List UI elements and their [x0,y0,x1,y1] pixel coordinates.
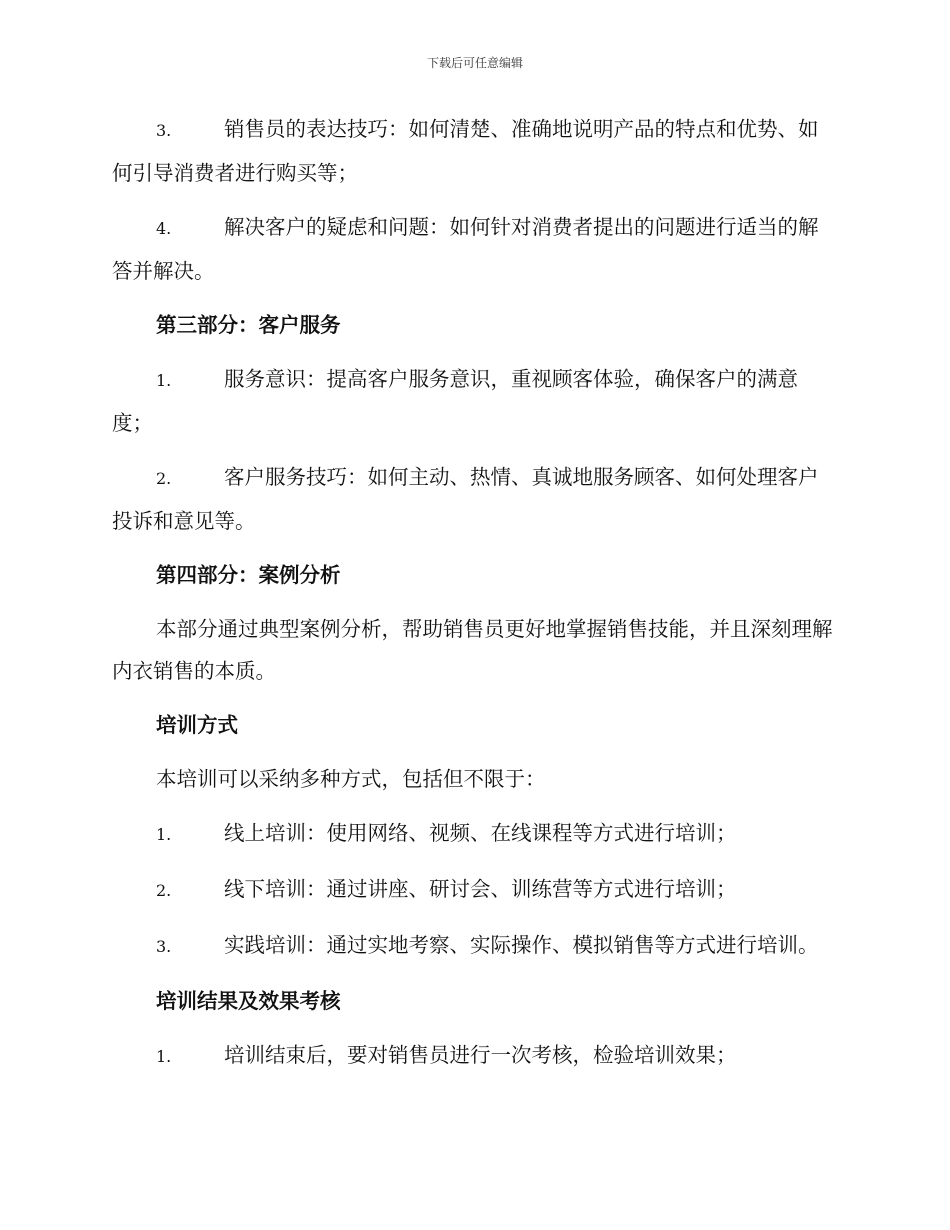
section-heading: 第三部分：客户服务 [156,313,341,337]
list-number: 1. [156,371,172,390]
section-heading: 培训方式 [156,713,238,737]
list-item-text: 客户服务技巧：如何主动、热情、真诚地服务顾客、如何处理客户投诉和意见等。 [112,465,819,533]
list-number: 2. [156,469,172,488]
section-heading: 第四部分：案例分析 [156,563,341,587]
list-number: 3. [156,121,172,140]
body-paragraph: 本部分通过典型案例分析，帮助销售员更好地掌握销售技能，并且深刻理解内衣销售的本质。 [112,617,833,683]
list-item [112,868,834,912]
list-item [112,924,834,968]
document-body [112,108,834,1090]
list-item-text: 线下培训：通过讲座、研讨会、训练营等方式进行培训； [224,877,737,901]
list-number: 4. [156,219,172,238]
page-header: 下载后可任意编辑 [426,56,523,70]
list-item-text: 服务意识：提高客户服务意识，重视顾客体验，确保客户的满意度； [112,367,798,435]
list-item [112,108,834,194]
section-heading: 培训结果及效果考核 [156,989,341,1013]
list-item-text: 线上培训：使用网络、视频、在线课程等方式进行培训； [224,821,737,845]
list-item-text: 培训结束后，要对销售员进行一次考核，检验培训效果； [224,1043,737,1067]
list-number: 3. [156,937,172,956]
list-number: 2. [156,881,172,900]
list-number: 1. [156,825,172,844]
list-item-text: 实践培训：通过实地考察、实际操作、模拟销售等方式进行培训。 [224,933,819,957]
list-item [112,812,834,856]
list-number: 1. [156,1047,172,1066]
body-paragraph: 本培训可以采纳多种方式，包括但不限于： [156,767,546,791]
list-item [112,206,834,292]
list-item [112,358,834,444]
list-item-text: 解决客户的疑虑和问题：如何针对消费者提出的问题进行适当的解答并解决。 [112,215,819,283]
list-item-text: 销售员的表达技巧：如何清楚、准确地说明产品的特点和优势、如何引导消费者进行购买等； [112,117,819,185]
list-item [112,1034,834,1078]
list-item [112,456,834,542]
